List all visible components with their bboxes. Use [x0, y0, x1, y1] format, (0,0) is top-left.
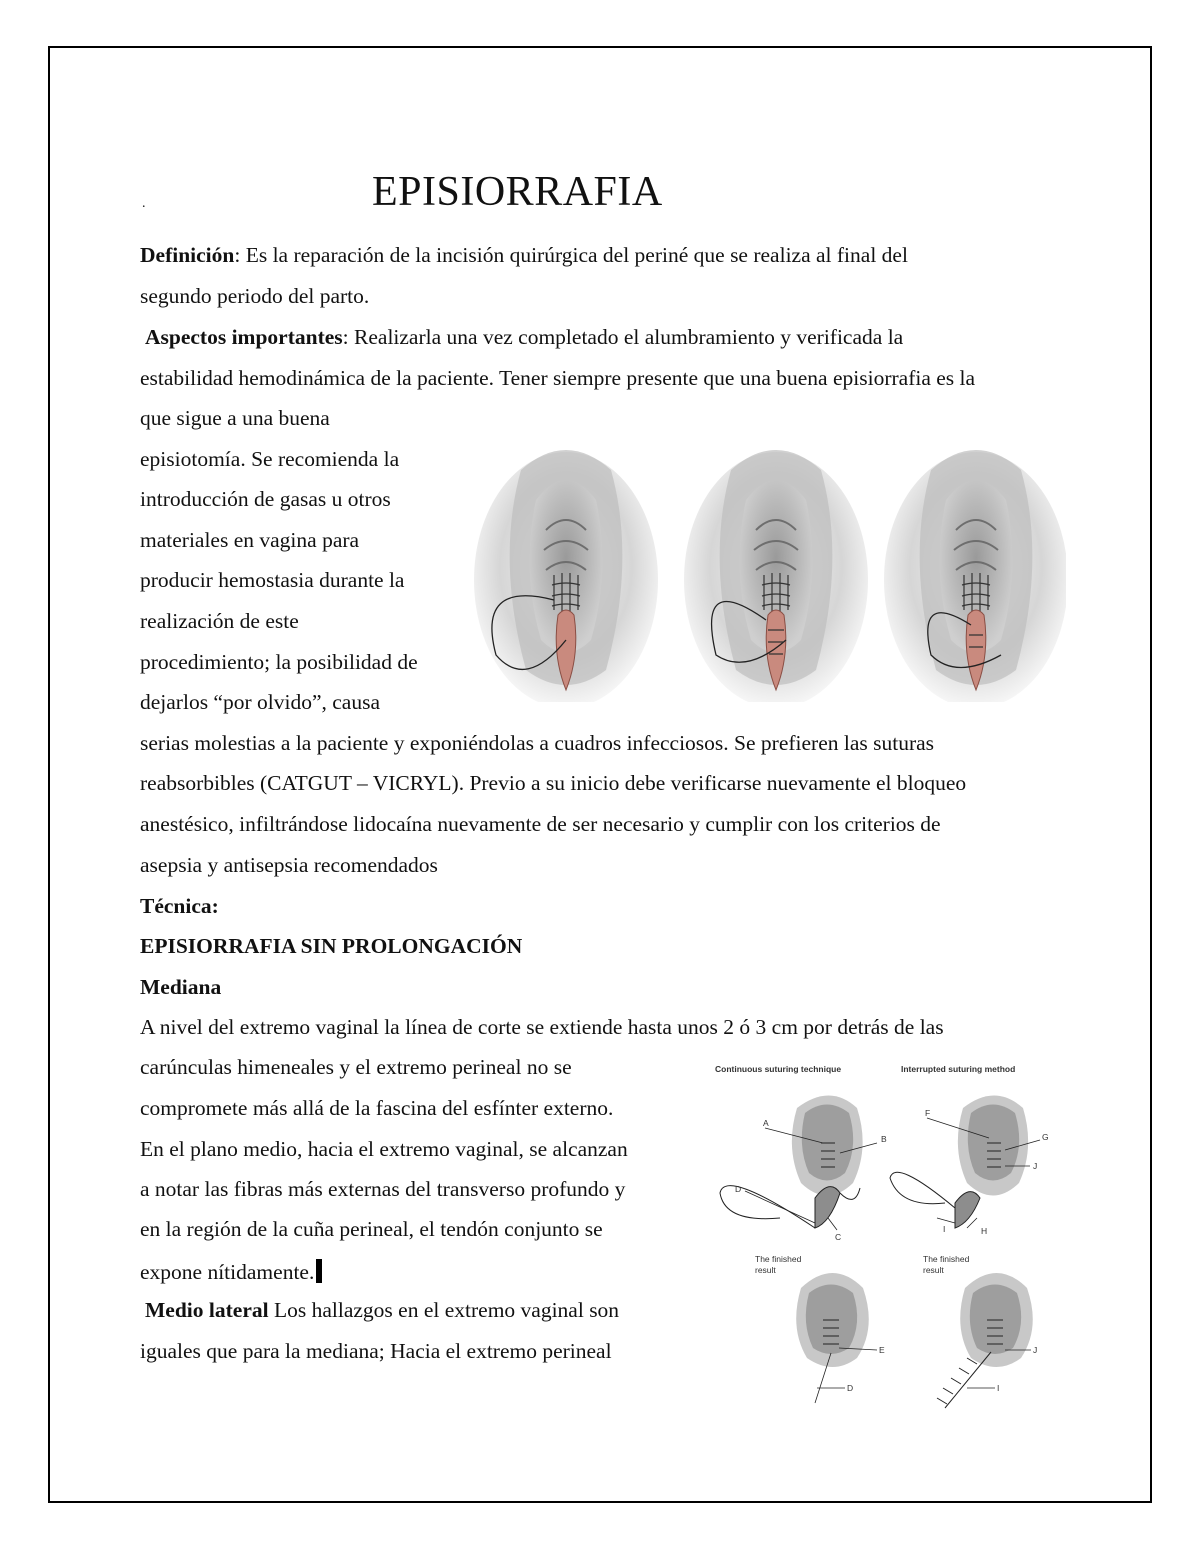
aspects-line: materiales en vagina para [140, 528, 360, 552]
aspects-text: : Realizarla una vez completado el alumbramiento y verificada la [342, 325, 904, 349]
label-i-bottom: I [997, 1383, 1000, 1393]
finished-result-right-line1: The finished [923, 1254, 970, 1264]
section-heading [140, 936, 522, 958]
median-heading [140, 977, 221, 999]
definition-text: : Es la reparación de la incisión quirúrgica del periné que se realiza al final del [234, 243, 908, 267]
finished-result-left-line1: The finished [755, 1254, 802, 1264]
definition-line-1 [140, 245, 908, 267]
episiorrhaphy-illustration [466, 440, 1066, 702]
label-b: B [881, 1134, 887, 1144]
median-line-text: expone nítidamente. [140, 1260, 315, 1284]
aspects-line: procedimiento; la posibilidad de [140, 650, 418, 674]
definition-label: Definición [140, 243, 235, 267]
label-i: I [943, 1224, 946, 1234]
technique-label [140, 896, 219, 918]
page-title: EPISIORRAFIA [372, 169, 663, 215]
median-line: carúnculas himeneales y el extremo perineal no se [140, 1055, 572, 1079]
aspects-label: Aspectos importantes [145, 325, 343, 349]
aspects-line: estabilidad hemodinámica de la paciente. Tener siempre presente que una buena episiorrafia es la [140, 366, 976, 390]
label-j-bottom: J [1033, 1345, 1038, 1355]
median-line: en la región de la cuña perineal, el tendón conjunto se [140, 1217, 603, 1241]
aspects-line: realización de este [140, 609, 299, 633]
text-cursor [316, 1259, 322, 1283]
section-heading-text: EPISIORRAFIA SIN PROLONGACIÓN [140, 934, 523, 958]
aspects-line: reabsorbibles (CATGUT – VICRYL). Previo a su inicio debe verificarse nuevamente el bloqueo [140, 771, 967, 795]
aspects-line: introducción de gasas u otros [140, 487, 391, 511]
label-h: H [981, 1226, 988, 1236]
median-line: compromete más allá de la fascina del esfínter externo. [140, 1096, 614, 1120]
label-f: F [925, 1108, 931, 1118]
mediolateral-label: Medio lateral [145, 1298, 269, 1322]
definition-line-2: segundo periodo del parto. [140, 284, 370, 308]
mediolateral-line-2: iguales que para la mediana; Hacia el extremo perineal [140, 1339, 612, 1363]
finished-result-left-line2: result [755, 1265, 776, 1275]
aspects-line: serias molestias a la paciente y exponiéndolas a cuadros infecciosos. Se prefieren las suturas [140, 731, 935, 755]
median-line: A nivel del extremo vaginal la línea de corte se extiende hasta unos 2 ó 3 cm por detrás de las [140, 1015, 944, 1039]
aspects-line-1 [145, 327, 903, 349]
aspects-line: que sigue a una buena [140, 406, 330, 430]
label-c: C [835, 1232, 842, 1242]
mediolateral-text: Los hallazgos en el extremo vaginal son [268, 1298, 620, 1322]
aspects-line: producir hemostasia durante la [140, 568, 405, 592]
median-heading-text: Mediana [140, 975, 222, 999]
aspects-line: episiotomía. Se recomienda la [140, 447, 400, 471]
technique-label-text: Técnica: [140, 894, 219, 918]
finished-result-right-line2: result [923, 1265, 944, 1275]
continuous-technique-title: Continuous suturing technique [715, 1064, 842, 1074]
aspects-line: asepsia y antisepsia recomendados [140, 853, 438, 877]
mediolateral-line-1 [145, 1300, 619, 1322]
label-e: E [879, 1345, 885, 1355]
label-d: D [735, 1184, 742, 1194]
suturing-technique-diagram [705, 1058, 1055, 1418]
aspects-line: anestésico, infiltrándose lidocaína nuevamente de ser necesario y cumplir con los criterios de [140, 812, 941, 836]
median-line-last [140, 1259, 322, 1284]
label-a: A [763, 1118, 769, 1128]
label-j: J [1033, 1161, 1038, 1171]
median-line: En el plano medio, hacia el extremo vaginal, se alcanzan [140, 1137, 628, 1161]
interrupted-method-title: Interrupted suturing method [901, 1064, 1016, 1074]
label-d-bottom: D [847, 1383, 854, 1393]
aspects-line: dejarlos “por olvido”, causa [140, 690, 380, 714]
median-line: a notar las fibras más externas del transverso profundo y [140, 1177, 626, 1201]
label-g: G [1042, 1132, 1049, 1142]
page-mark: . [142, 196, 146, 211]
